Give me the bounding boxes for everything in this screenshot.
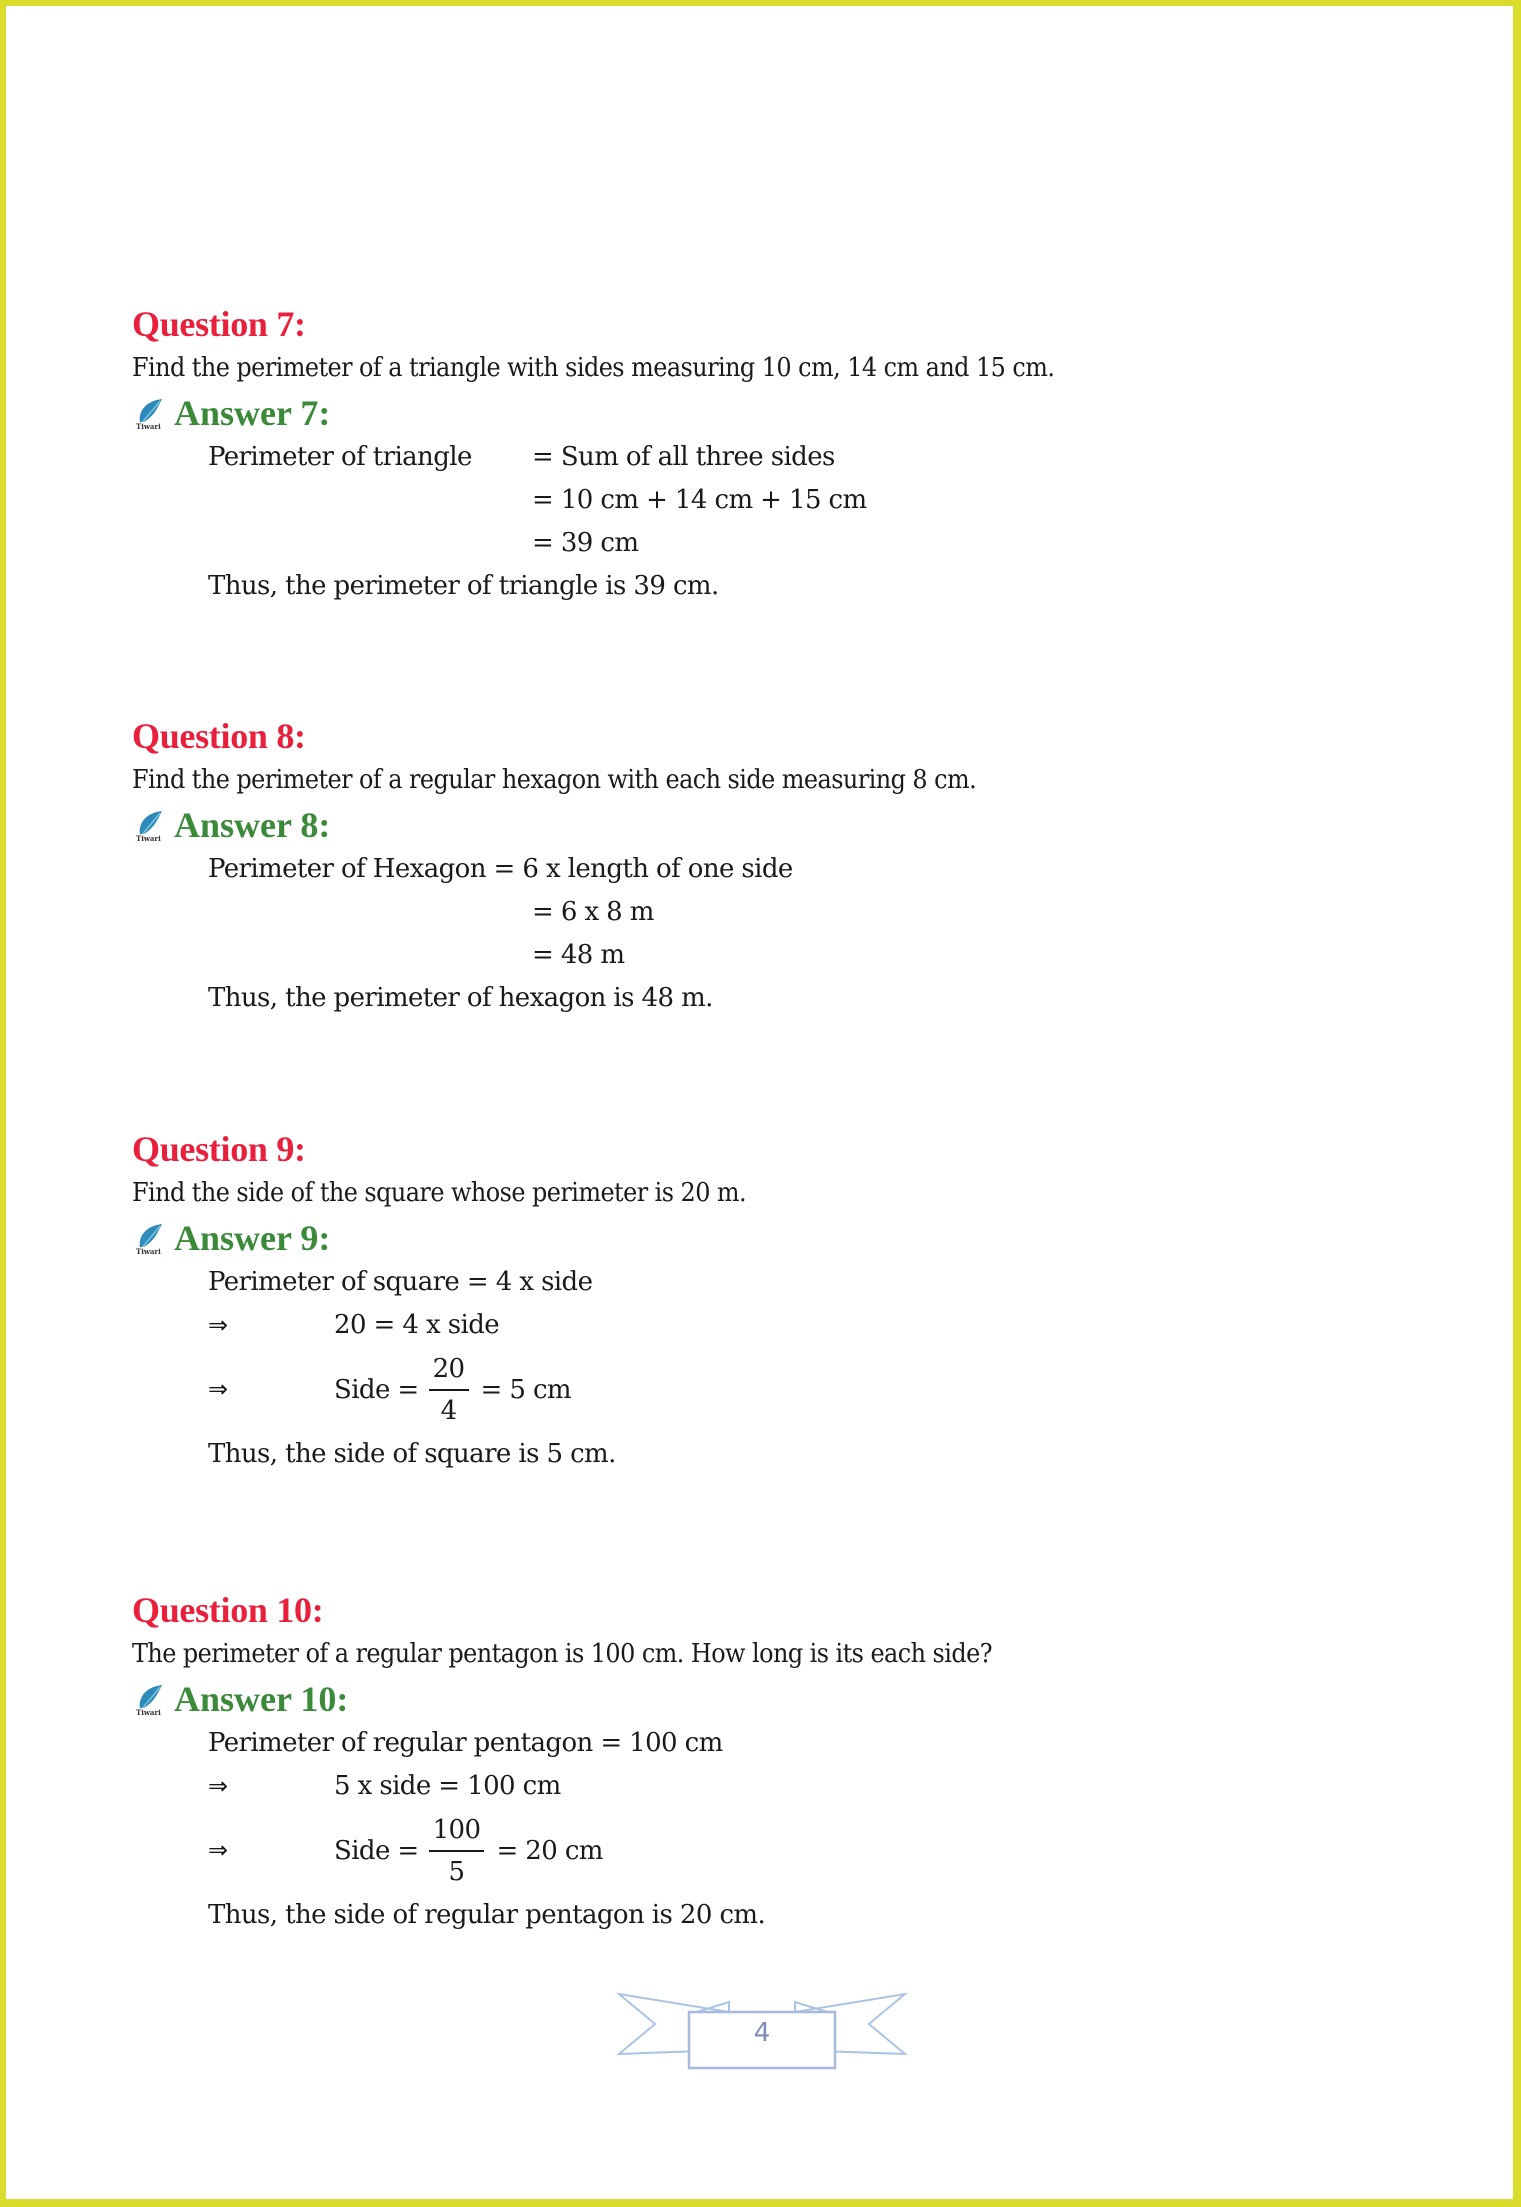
fraction-suffix: = 20 cm — [496, 1835, 603, 1866]
question-8-block — [132, 714, 1050, 1020]
numerator: 20 — [429, 1349, 469, 1391]
answer-title — [132, 1215, 800, 1261]
svg-text:Tiwari: Tiwari — [136, 834, 161, 843]
answer-line: Perimeter of Hexagon = 6 x length of one side — [208, 854, 793, 884]
equation-right: = 39 cm — [532, 528, 639, 558]
answer-conclusion: Thus, the side of square is 5 cm. — [208, 1439, 616, 1469]
tiwari-leaf-logo-icon — [132, 1220, 168, 1256]
answer-label: Answer 9: — [174, 1218, 331, 1258]
equation-left: Perimeter of triangle — [208, 442, 472, 472]
tiwari-leaf-logo-icon — [132, 395, 168, 431]
answer-label: Answer 10: — [174, 1679, 349, 1719]
page-number: 4 — [753, 2018, 771, 2048]
fraction — [429, 1810, 485, 1892]
implies-arrow-icon: ⇒ — [208, 1375, 228, 1403]
answer-conclusion: Thus, the perimeter of hexagon is 48 m. — [208, 983, 713, 1013]
fraction-prefix: Side = — [334, 1835, 419, 1866]
question-title: Question 8: — [132, 716, 306, 756]
answer-line: Perimeter of regular pentagon = 100 cm — [208, 1728, 723, 1758]
implies-arrow-icon: ⇒ — [208, 1772, 228, 1800]
answer-line — [132, 934, 1050, 977]
tiwari-leaf-logo-icon — [132, 807, 168, 843]
page-number-ribbon — [617, 1990, 907, 2070]
question-7-block — [132, 302, 1135, 608]
answer-title — [132, 390, 1135, 436]
answer-line — [132, 1765, 1067, 1808]
answer-line — [132, 436, 1135, 479]
svg-text:Tiwari: Tiwari — [136, 1708, 161, 1717]
numerator: 100 — [429, 1810, 485, 1852]
denominator: 4 — [440, 1396, 457, 1426]
answer-line — [132, 522, 1135, 565]
answer-line — [132, 479, 1135, 522]
equation-step: 5 x side = 100 cm — [334, 1771, 561, 1801]
answer-line — [132, 891, 1050, 934]
equation-step: 20 = 4 x side — [334, 1310, 500, 1340]
equation-right: = 6 x 8 m — [532, 897, 654, 927]
answer-conclusion: Thus, the side of regular pentagon is 20 cm. — [208, 1900, 766, 1930]
svg-text:Tiwari: Tiwari — [136, 422, 161, 431]
answer-label: Answer 8: — [174, 805, 331, 845]
fraction-equation — [334, 1347, 571, 1433]
tiwari-leaf-logo-icon — [132, 1681, 168, 1717]
answer-conclusion: Thus, the perimeter of triangle is 39 cm. — [208, 571, 719, 601]
fraction-suffix: = 5 cm — [480, 1374, 571, 1405]
answer-fraction-line — [132, 1808, 1067, 1894]
question-title: Question 9: — [132, 1129, 306, 1169]
answer-title — [132, 1676, 1067, 1722]
implies-arrow-icon: ⇒ — [208, 1311, 228, 1339]
denominator: 5 — [448, 1857, 465, 1887]
question-title: Question 10: — [132, 1590, 324, 1630]
question-9-block — [132, 1127, 800, 1476]
equation-right: = Sum of all three sides — [532, 442, 835, 472]
question-title: Question 7: — [132, 304, 306, 344]
answer-line: Perimeter of square = 4 x side — [208, 1267, 593, 1297]
answer-fraction-line — [132, 1347, 800, 1433]
fraction — [429, 1349, 469, 1431]
question-text: The perimeter of a regular pentagon is 100 cm. How long is its each side? — [132, 1639, 992, 1669]
answer-line — [132, 1304, 800, 1347]
equation-right: = 10 cm + 14 cm + 15 cm — [532, 485, 867, 515]
answer-label: Answer 7: — [174, 393, 331, 433]
fraction-equation — [334, 1808, 603, 1894]
svg-text:Tiwari: Tiwari — [136, 1247, 161, 1256]
answer-title — [132, 802, 1050, 848]
question-10-block — [132, 1588, 1067, 1937]
question-text: Find the perimeter of a triangle with sides measuring 10 cm, 14 cm and 15 cm. — [132, 353, 1055, 383]
equation-right: = 48 m — [532, 940, 625, 970]
question-text: Find the perimeter of a regular hexagon with each side measuring 8 cm. — [132, 765, 977, 795]
question-text: Find the side of the square whose perimeter is 20 m. — [132, 1178, 747, 1208]
fraction-prefix: Side = — [334, 1374, 419, 1405]
implies-arrow-icon: ⇒ — [208, 1836, 228, 1864]
